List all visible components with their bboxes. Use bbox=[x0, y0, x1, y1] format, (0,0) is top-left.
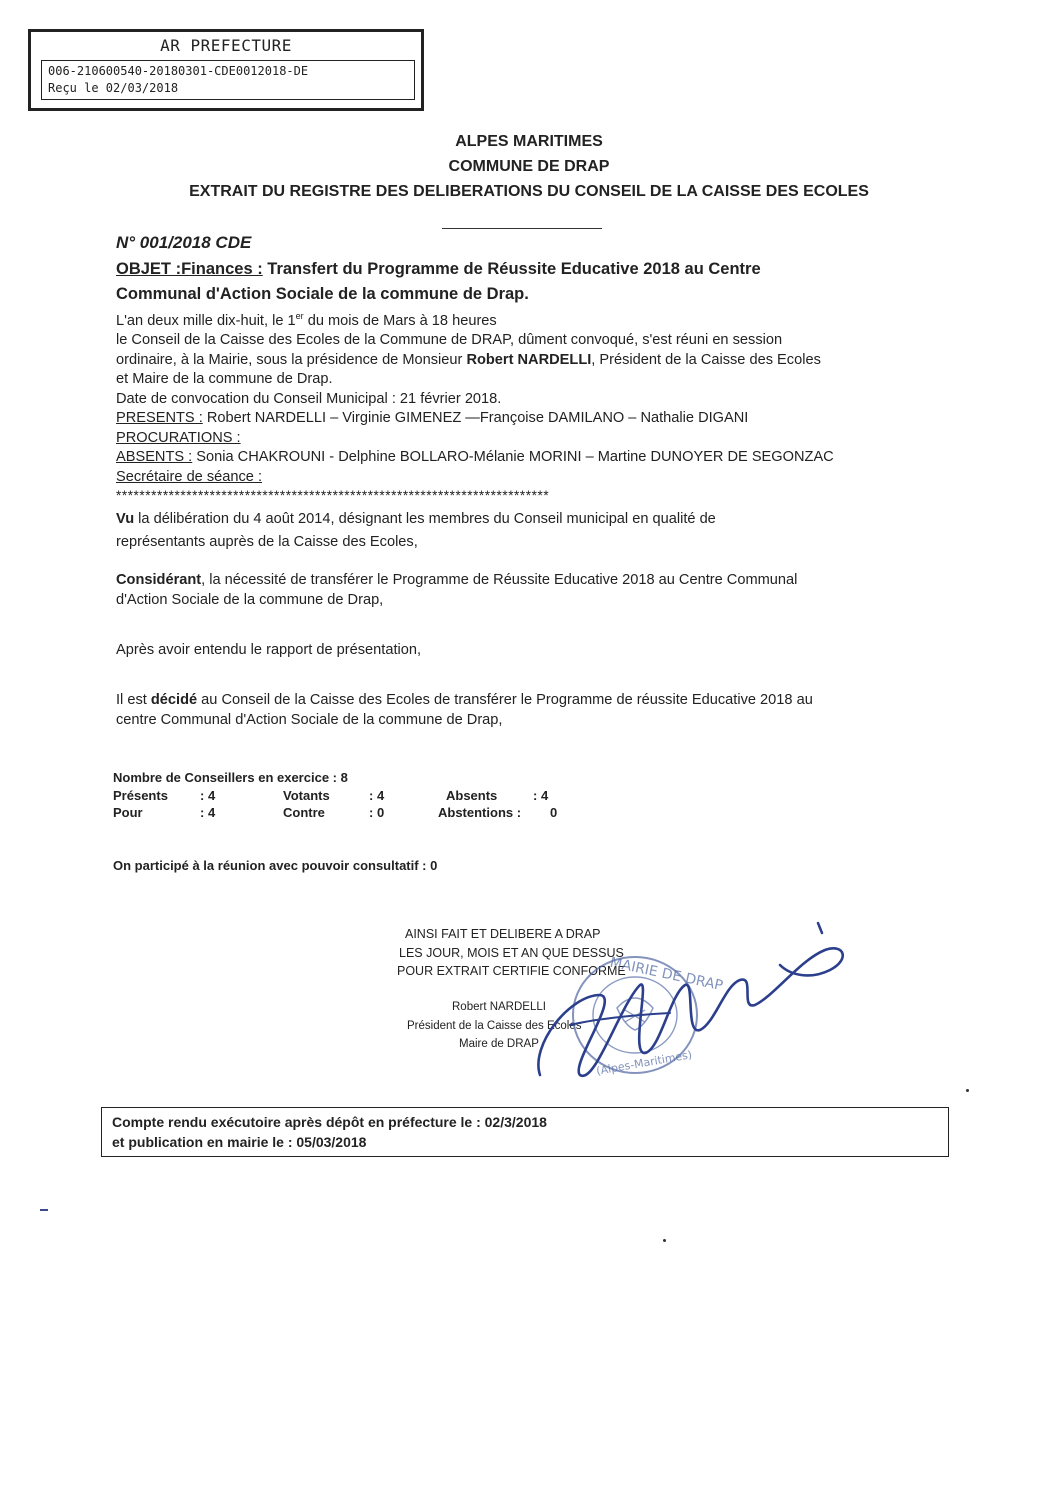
rapport-paragraph: Après avoir entendu le rapport de présentation, bbox=[116, 642, 422, 658]
pour-value: : 4 bbox=[200, 805, 216, 820]
signature-line3: POUR EXTRAIT CERTIFIE CONFORME bbox=[397, 964, 626, 978]
deliberation-number: N° 001/2018 CDE bbox=[116, 233, 252, 252]
header-divider bbox=[442, 228, 602, 229]
register-heading: EXTRAIT DU REGISTRE DES DELIBERATIONS DU CONSEIL DE LA CAISSE DES ECOLES bbox=[189, 183, 869, 200]
intro-superscript: er bbox=[295, 311, 304, 321]
object-text-line2: Communal d'Action Sociale de la commune de Drap. bbox=[116, 285, 529, 303]
scan-speck bbox=[966, 1089, 969, 1092]
signature-line1: AINSI FAIT ET DELIBERE A DRAP bbox=[405, 927, 601, 941]
vu-label: Vu bbox=[116, 511, 135, 527]
votants-label: Votants bbox=[283, 788, 330, 803]
council-count: Nombre de Conseillers en exercice : 8 bbox=[113, 770, 348, 785]
absents-count-value: : 4 bbox=[533, 788, 549, 803]
intro-line3: ordinaire, à la Mairie, sous la présidence de Monsieur bbox=[116, 351, 467, 368]
president-name: Robert NARDELLI bbox=[466, 351, 592, 368]
stamp-received-date: Reçu le 02/03/2018 bbox=[48, 81, 179, 95]
intro-block bbox=[116, 307, 936, 505]
presents-count-value: : 4 bbox=[200, 788, 216, 803]
intro-line1: L'an deux mille dix-huit, le 1 bbox=[116, 312, 296, 329]
intro-line2: le Conseil de la Caisse des Ecoles de la Commune de DRAP, dûment convoqué, s'est réuni en session bbox=[116, 332, 783, 349]
signatory-role2: Maire de DRAP bbox=[459, 1038, 539, 1050]
intro-line1-end: du mois de Mars à 18 heures bbox=[303, 312, 497, 329]
signature-line2: LES JOUR, MOIS ET AN QUE DESSUS bbox=[399, 946, 624, 960]
contre-label: Contre bbox=[283, 805, 325, 820]
intro-line3-end: , Président de la Caisse des Ecoles bbox=[591, 351, 821, 368]
considerant-paragraph bbox=[116, 571, 946, 610]
presents-list: Robert NARDELLI – Virginie GIMENEZ —Françoise DAMILANO – Nathalie DIGANI bbox=[202, 410, 749, 427]
decision-line1: au Conseil de la Caisse des Ecoles de transférer le Programme de réussite Educative 2018 au bbox=[197, 692, 813, 708]
object-label: OBJET :Finances : bbox=[116, 260, 263, 278]
object-text-line1: Transfert du Programme de Réussite Educative 2018 au Centre bbox=[262, 260, 761, 278]
consultative-note: On participé à la réunion avec pouvoir consultatif : 0 bbox=[113, 858, 438, 873]
decision-start: Il est bbox=[116, 692, 151, 708]
executory-box bbox=[101, 1107, 949, 1157]
prefecture-stamp bbox=[28, 29, 424, 111]
signatory-role1: Président de la Caisse des Ecoles bbox=[407, 1020, 582, 1032]
svg-text:MAIRIE DE DRAP: MAIRIE DE DRAP bbox=[608, 954, 725, 995]
handwritten-signature-icon bbox=[510, 925, 860, 1090]
vu-line2: représentants auprès de la Caisse des Ecoles, bbox=[116, 533, 418, 550]
department-heading: ALPES MARITIMES bbox=[455, 133, 603, 150]
prefecture-deposit-date: Compte rendu exécutoire après dépôt en préfecture le : 02/3/2018 bbox=[112, 1114, 547, 1130]
scan-mark bbox=[40, 1209, 48, 1211]
considerant-line1: , la nécessité de transférer le Programme de Réussite Educative 2018 au Centre Communal bbox=[201, 572, 798, 588]
convocation-date: Date de convocation du Conseil Municipal : 21 février 2018. bbox=[116, 390, 502, 407]
considerant-line2: d'Action Sociale de la commune de Drap, bbox=[116, 591, 384, 608]
presents-count-label: Présents bbox=[113, 788, 168, 803]
absents-count-label: Absents bbox=[446, 788, 498, 803]
stamp-title: AR PREFECTURE bbox=[160, 36, 292, 55]
procurations-label: PROCURATIONS : bbox=[116, 429, 241, 446]
absents-label: ABSENTS : bbox=[116, 449, 193, 466]
commune-heading: COMMUNE DE DRAP bbox=[448, 158, 610, 175]
separator-stars: ************************************************************************** bbox=[116, 488, 550, 504]
vu-line1: la délibération du 4 août 2014, désignant les membres du Conseil municipal en qualité de bbox=[134, 511, 716, 527]
contre-value: : 0 bbox=[369, 805, 385, 820]
absents-list: Sonia CHAKROUNI - Delphine BOLLARO-Mélanie MORINI – Martine DUNOYER DE SEGONZAC bbox=[192, 449, 834, 466]
pour-label: Pour bbox=[113, 805, 143, 820]
vu-paragraph bbox=[116, 510, 946, 552]
decision-paragraph bbox=[116, 691, 946, 730]
abstentions-label: Abstentions : bbox=[438, 805, 522, 820]
signatory-name: Robert NARDELLI bbox=[452, 1001, 546, 1013]
intro-line4: et Maire de la commune de Drap. bbox=[116, 371, 333, 388]
decision-keyword: décidé bbox=[150, 692, 198, 708]
publication-date: et publication en mairie le : 05/03/2018 bbox=[112, 1134, 367, 1150]
decision-line2: centre Communal d'Action Sociale de la commune de Drap, bbox=[116, 711, 503, 728]
considerant-label: Considérant bbox=[116, 572, 202, 588]
votants-value: : 4 bbox=[369, 788, 385, 803]
stamp-reference-box bbox=[41, 60, 415, 100]
scan-speck bbox=[663, 1239, 666, 1242]
deliberation-object bbox=[116, 258, 761, 305]
presents-label: PRESENTS : bbox=[116, 410, 203, 427]
secretary-label: Secrétaire de séance : bbox=[116, 468, 263, 485]
svg-text:(Alpes-Maritimes): (Alpes-Maritimes) bbox=[595, 1048, 694, 1078]
abstentions-value: 0 bbox=[550, 805, 558, 820]
stamp-reference: 006-210600540-20180301-CDE0012018-DE bbox=[48, 64, 309, 78]
